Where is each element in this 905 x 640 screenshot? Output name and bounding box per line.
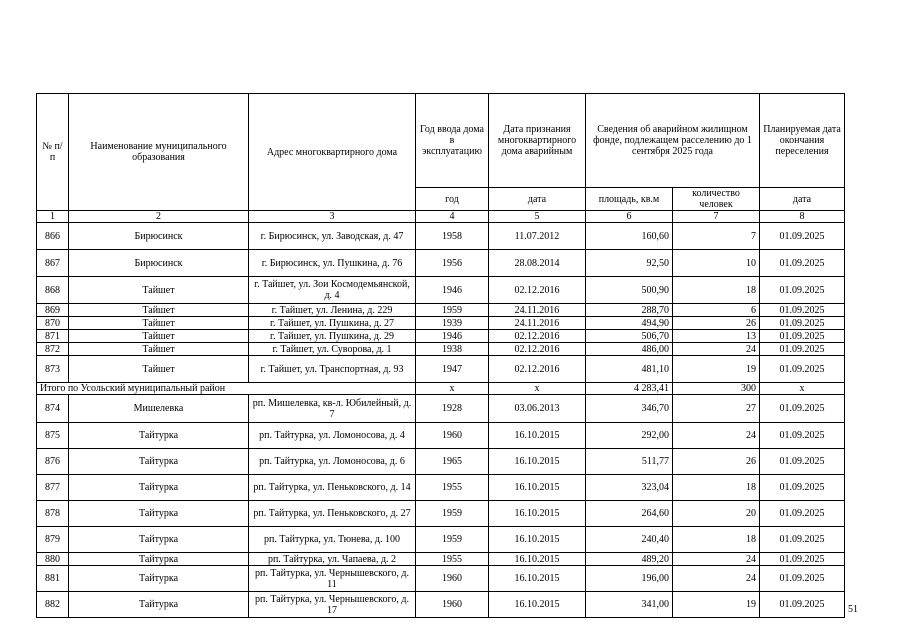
year-built: 1955 bbox=[416, 553, 489, 566]
header-num: № п/п bbox=[37, 94, 69, 211]
planned-date: 01.09.2025 bbox=[760, 553, 845, 566]
house-address: рп. Тайтурка, ул. Ломоносова, д. 6 bbox=[249, 449, 416, 475]
house-address: г. Тайшет, ул. Пушкина, д. 29 bbox=[249, 330, 416, 343]
recognition-date: 16.10.2015 bbox=[489, 423, 586, 449]
area-sqm: 500,90 bbox=[586, 277, 673, 304]
header-unit-area: площадь, кв.м bbox=[586, 188, 673, 211]
house-address: г. Тайшет, ул. Суворова, д. 1 bbox=[249, 343, 416, 356]
year-built: 1947 bbox=[416, 356, 489, 383]
area-sqm: 341,00 bbox=[586, 592, 673, 618]
people-count: 19 bbox=[673, 356, 760, 383]
house-address: рп. Тайтурка, ул. Тюнева, д. 100 bbox=[249, 527, 416, 553]
area-sqm: 292,00 bbox=[586, 423, 673, 449]
total-year: x bbox=[416, 383, 489, 395]
house-address: г. Тайшет, ул. Зои Космодемьянской, д. 4 bbox=[249, 277, 416, 304]
column-number: 1 bbox=[37, 211, 69, 223]
area-sqm: 160,60 bbox=[586, 223, 673, 250]
planned-date: 01.09.2025 bbox=[760, 343, 845, 356]
row-number: 876 bbox=[37, 449, 69, 475]
planned-date: 01.09.2025 bbox=[760, 250, 845, 277]
house-address: г. Тайшет, ул. Ленина, д. 229 bbox=[249, 304, 416, 317]
planned-date: 01.09.2025 bbox=[760, 475, 845, 501]
year-built: 1939 bbox=[416, 317, 489, 330]
area-sqm: 264,60 bbox=[586, 501, 673, 527]
recognition-date: 16.10.2015 bbox=[489, 449, 586, 475]
area-sqm: 481,10 bbox=[586, 356, 673, 383]
people-count: 18 bbox=[673, 277, 760, 304]
year-built: 1959 bbox=[416, 501, 489, 527]
year-built: 1928 bbox=[416, 395, 489, 423]
people-count: 26 bbox=[673, 449, 760, 475]
area-sqm: 494,90 bbox=[586, 317, 673, 330]
house-address: г. Бирюсинск, ул. Заводская, д. 47 bbox=[249, 223, 416, 250]
people-count: 24 bbox=[673, 553, 760, 566]
table-row bbox=[37, 343, 845, 356]
planned-date: 01.09.2025 bbox=[760, 566, 845, 592]
year-built: 1938 bbox=[416, 343, 489, 356]
column-number: 5 bbox=[489, 211, 586, 223]
row-number: 880 bbox=[37, 553, 69, 566]
planned-date: 01.09.2025 bbox=[760, 304, 845, 317]
header-unit-year: год bbox=[416, 188, 489, 211]
people-count: 13 bbox=[673, 330, 760, 343]
planned-date: 01.09.2025 bbox=[760, 277, 845, 304]
table-row bbox=[37, 449, 845, 475]
municipality-name: Бирюсинск bbox=[69, 250, 249, 277]
planned-date: 01.09.2025 bbox=[760, 317, 845, 330]
row-number: 869 bbox=[37, 304, 69, 317]
table-row bbox=[37, 501, 845, 527]
row-number: 873 bbox=[37, 356, 69, 383]
table-row bbox=[37, 592, 845, 618]
municipality-name: Тайтурка bbox=[69, 553, 249, 566]
table-row bbox=[37, 566, 845, 592]
area-sqm: 240,40 bbox=[586, 527, 673, 553]
row-number: 872 bbox=[37, 343, 69, 356]
row-number: 867 bbox=[37, 250, 69, 277]
column-number: 2 bbox=[69, 211, 249, 223]
header-info-group: Сведения об аварийном жилищном фонде, подлежащем расселению до 1 сентября 2025 года bbox=[586, 94, 760, 188]
header-municipality: Наименование муниципального образования bbox=[69, 94, 249, 211]
municipality-name: Мишелевка bbox=[69, 395, 249, 423]
people-count: 6 bbox=[673, 304, 760, 317]
recognition-date: 24.11.2016 bbox=[489, 317, 586, 330]
house-address: рп. Тайтурка, ул. Чернышевского, д. 11 bbox=[249, 566, 416, 592]
table-row bbox=[37, 475, 845, 501]
municipality-name: Тайтурка bbox=[69, 527, 249, 553]
people-count: 27 bbox=[673, 395, 760, 423]
column-number: 4 bbox=[416, 211, 489, 223]
row-number: 874 bbox=[37, 395, 69, 423]
column-number: 7 bbox=[673, 211, 760, 223]
header-date-recognized: Дата признания многоквартирного дома аварийным bbox=[489, 94, 586, 188]
header-unit-people: количество человек bbox=[673, 188, 760, 211]
area-sqm: 196,00 bbox=[586, 566, 673, 592]
row-number: 871 bbox=[37, 330, 69, 343]
recognition-date: 16.10.2015 bbox=[489, 501, 586, 527]
table-row bbox=[37, 395, 845, 423]
year-built: 1965 bbox=[416, 449, 489, 475]
people-count: 26 bbox=[673, 317, 760, 330]
header-planned-date: Планируемая дата окончания переселения bbox=[760, 94, 845, 188]
table-row bbox=[37, 250, 845, 277]
total-plan: x bbox=[760, 383, 845, 395]
house-address: рп. Тайтурка, ул. Чапаева, д. 2 bbox=[249, 553, 416, 566]
municipality-name: Тайтурка bbox=[69, 449, 249, 475]
header-year-built: Год ввода дома в эксплуатацию bbox=[416, 94, 489, 188]
recognition-date: 11.07.2012 bbox=[489, 223, 586, 250]
planned-date: 01.09.2025 bbox=[760, 501, 845, 527]
total-date: x bbox=[489, 383, 586, 395]
people-count: 24 bbox=[673, 423, 760, 449]
municipality-name: Тайтурка bbox=[69, 475, 249, 501]
recognition-date: 28.08.2014 bbox=[489, 250, 586, 277]
recognition-date: 24.11.2016 bbox=[489, 304, 586, 317]
planned-date: 01.09.2025 bbox=[760, 449, 845, 475]
planned-date: 01.09.2025 bbox=[760, 423, 845, 449]
table-row bbox=[37, 553, 845, 566]
recognition-date: 02.12.2016 bbox=[489, 343, 586, 356]
column-number: 3 bbox=[249, 211, 416, 223]
row-number: 877 bbox=[37, 475, 69, 501]
municipality-name: Тайшет bbox=[69, 304, 249, 317]
planned-date: 01.09.2025 bbox=[760, 330, 845, 343]
recognition-date: 16.10.2015 bbox=[489, 553, 586, 566]
planned-date: 01.09.2025 bbox=[760, 223, 845, 250]
area-sqm: 92,50 bbox=[586, 250, 673, 277]
house-address: г. Бирюсинск, ул. Пушкина, д. 76 bbox=[249, 250, 416, 277]
municipality-name: Тайшет bbox=[69, 277, 249, 304]
year-built: 1960 bbox=[416, 423, 489, 449]
municipality-name: Тайшет bbox=[69, 356, 249, 383]
table-row bbox=[37, 317, 845, 330]
house-address: рп. Тайтурка, ул. Пеньковского, д. 14 bbox=[249, 475, 416, 501]
table-row bbox=[37, 304, 845, 317]
municipality-name: Тайшет bbox=[69, 343, 249, 356]
area-sqm: 489,20 bbox=[586, 553, 673, 566]
table-row bbox=[37, 423, 845, 449]
row-number: 878 bbox=[37, 501, 69, 527]
total-label: Итого по Усольский муниципальный район bbox=[37, 383, 416, 395]
people-count: 24 bbox=[673, 566, 760, 592]
area-sqm: 506,70 bbox=[586, 330, 673, 343]
house-address: г. Тайшет, ул. Транспортная, д. 93 bbox=[249, 356, 416, 383]
planned-date: 01.09.2025 bbox=[760, 592, 845, 618]
planned-date: 01.09.2025 bbox=[760, 395, 845, 423]
recognition-date: 02.12.2016 bbox=[489, 277, 586, 304]
people-count: 10 bbox=[673, 250, 760, 277]
row-number: 866 bbox=[37, 223, 69, 250]
people-count: 18 bbox=[673, 527, 760, 553]
table-row bbox=[37, 330, 845, 343]
recognition-date: 16.10.2015 bbox=[489, 527, 586, 553]
house-address: рп. Мишелевка, кв-л. Юбилейный, д. 7 bbox=[249, 395, 416, 423]
column-number: 6 bbox=[586, 211, 673, 223]
table-row bbox=[37, 527, 845, 553]
recognition-date: 02.12.2016 bbox=[489, 356, 586, 383]
header-unit-date2: дата bbox=[760, 188, 845, 211]
year-built: 1955 bbox=[416, 475, 489, 501]
row-number: 870 bbox=[37, 317, 69, 330]
people-count: 18 bbox=[673, 475, 760, 501]
municipality-name: Тайтурка bbox=[69, 423, 249, 449]
planned-date: 01.09.2025 bbox=[760, 527, 845, 553]
municipality-name: Тайтурка bbox=[69, 501, 249, 527]
people-count: 20 bbox=[673, 501, 760, 527]
column-number-row bbox=[37, 211, 845, 223]
recognition-date: 16.10.2015 bbox=[489, 566, 586, 592]
year-built: 1959 bbox=[416, 304, 489, 317]
housing-register-table bbox=[36, 93, 845, 618]
column-number: 8 bbox=[760, 211, 845, 223]
page-number: 51 bbox=[848, 604, 858, 615]
recognition-date: 02.12.2016 bbox=[489, 330, 586, 343]
house-address: рп. Тайтурка, ул. Чернышевского, д. 17 bbox=[249, 592, 416, 618]
municipality-name: Тайшет bbox=[69, 330, 249, 343]
row-number: 881 bbox=[37, 566, 69, 592]
house-address: рп. Тайтурка, ул. Пеньковского, д. 27 bbox=[249, 501, 416, 527]
municipality-name: Бирюсинск bbox=[69, 223, 249, 250]
year-built: 1946 bbox=[416, 330, 489, 343]
people-count: 24 bbox=[673, 343, 760, 356]
people-count: 7 bbox=[673, 223, 760, 250]
house-address: рп. Тайтурка, ул. Ломоносова, д. 4 bbox=[249, 423, 416, 449]
people-count: 19 bbox=[673, 592, 760, 618]
year-built: 1946 bbox=[416, 277, 489, 304]
municipality-name: Тайтурка bbox=[69, 592, 249, 618]
area-sqm: 511,77 bbox=[586, 449, 673, 475]
table-row bbox=[37, 356, 845, 383]
year-built: 1958 bbox=[416, 223, 489, 250]
total-row bbox=[37, 383, 845, 395]
planned-date: 01.09.2025 bbox=[760, 356, 845, 383]
house-address: г. Тайшет, ул. Пушкина, д. 27 bbox=[249, 317, 416, 330]
row-number: 868 bbox=[37, 277, 69, 304]
year-built: 1960 bbox=[416, 566, 489, 592]
area-sqm: 288,70 bbox=[586, 304, 673, 317]
row-number: 882 bbox=[37, 592, 69, 618]
table-row bbox=[37, 277, 845, 304]
header-address: Адрес многоквартирного дома bbox=[249, 94, 416, 211]
recognition-date: 16.10.2015 bbox=[489, 475, 586, 501]
total-area: 4 283,41 bbox=[586, 383, 673, 395]
area-sqm: 346,70 bbox=[586, 395, 673, 423]
municipality-name: Тайшет bbox=[69, 317, 249, 330]
recognition-date: 03.06.2013 bbox=[489, 395, 586, 423]
row-number: 875 bbox=[37, 423, 69, 449]
area-sqm: 486,00 bbox=[586, 343, 673, 356]
header-unit-date: дата bbox=[489, 188, 586, 211]
municipality-name: Тайтурка bbox=[69, 566, 249, 592]
year-built: 1960 bbox=[416, 592, 489, 618]
total-people: 300 bbox=[673, 383, 760, 395]
recognition-date: 16.10.2015 bbox=[489, 592, 586, 618]
year-built: 1959 bbox=[416, 527, 489, 553]
area-sqm: 323,04 bbox=[586, 475, 673, 501]
table-row bbox=[37, 223, 845, 250]
row-number: 879 bbox=[37, 527, 69, 553]
year-built: 1956 bbox=[416, 250, 489, 277]
